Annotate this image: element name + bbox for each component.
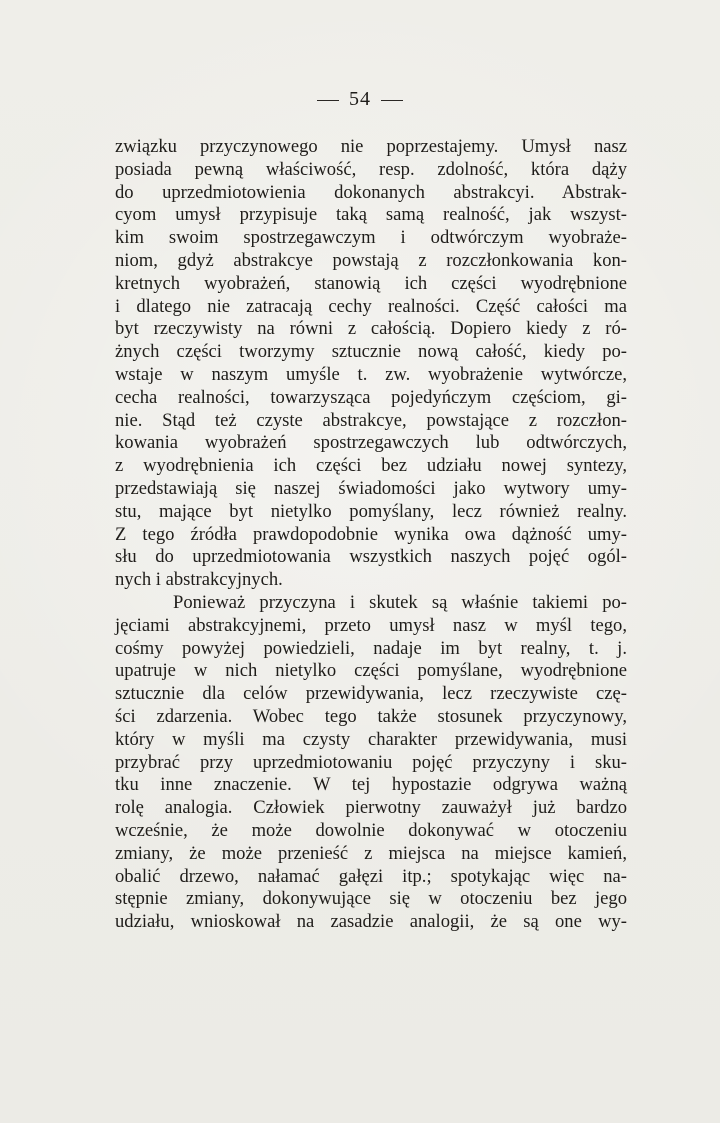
text-line: i dlatego nie zatracają cechy realności. Część całości ma	[115, 295, 627, 317]
text-line: tku inne znaczenie. W tej hypostazie odgrywa ważną	[115, 774, 627, 796]
text-line: kretnych wyobrażeń, stanowią ich części wyodrębnione	[115, 272, 627, 294]
text-line: nie. Stąd też czyste abstrakcye, powstające z rozczłon-	[115, 409, 627, 431]
body-text	[115, 136, 627, 934]
text-line-paragraph-start: Ponieważ przyczyna i skutek są właśnie takiemi po-	[173, 591, 627, 613]
text-line: obalić drzewo, nałamać gałęzi itp.; spotykając więc na-	[115, 865, 627, 887]
text-line: rolę analogia. Człowiek pierwotny zauważył już bardzo	[115, 797, 627, 819]
text-line: udziału, wnioskował na zasadzie analogii, że są one wy-	[115, 911, 627, 933]
text-line: do uprzedmiotowienia dokonanych abstrakcyi. Abstrak-	[115, 181, 627, 203]
header-dash-right	[381, 100, 403, 101]
text-line: który w myśli ma czysty charakter przewidywania, musi	[115, 728, 627, 750]
text-line: byt rzeczywisty na równi z całością. Dopiero kiedy z ró-	[115, 318, 627, 340]
text-line: sztucznie dla celów przewidywania, lecz rzeczywiste czę-	[115, 683, 627, 705]
text-line: jęciami abstrakcyjnemi, przeto umysł nasz w myśl tego,	[115, 614, 627, 636]
header-dash-left	[317, 100, 339, 101]
text-line: upatruje w nich nietylko części pomyślane, wyodrębnione	[115, 660, 627, 682]
text-line: cecha realności, towarzysząca pojedyńczym częściom, gi-	[115, 386, 627, 408]
text-line: słu do uprzedmiotowania wszystkich naszych pojęć ogól-	[115, 546, 627, 568]
page-number: 54	[349, 88, 371, 110]
text-line: przedstawiają się naszej świadomości jako wytwory umy-	[115, 477, 627, 499]
text-line-paragraph-end: nych i abstrakcyjnych.	[115, 569, 283, 591]
page-header	[0, 88, 720, 111]
text-line: przybrać przy uprzedmiotowaniu pojęć przyczyny i sku-	[115, 751, 627, 773]
text-line: Z tego źródła prawdopodobnie wynika owa dążność umy-	[115, 523, 627, 545]
text-line: kowania wyobrażeń spostrzegawczych lub odtwórczych,	[115, 432, 627, 454]
text-line: stępnie zmiany, dokonywujące się w otoczeniu bez jego	[115, 888, 627, 910]
text-line: z wyodrębnienia ich części bez udziału nowej syntezy,	[115, 455, 627, 477]
text-line: kim swoim spostrzegawczym i odtwórczym wyobraże-	[115, 227, 627, 249]
text-line: cyom umysł przypisuje taką samą realność, jak wszyst-	[115, 204, 627, 226]
text-line: zmiany, że może przenieść z miejsca na miejsce kamień,	[115, 842, 627, 864]
text-line: posiada pewną właściwość, resp. zdolność, która dąży	[115, 158, 627, 180]
text-line: wcześnie, że może dowolnie dokonywać w otoczeniu	[115, 819, 627, 841]
text-line: żnych części tworzymy sztucznie nową całość, kiedy po-	[115, 341, 627, 363]
text-line: związku przyczynowego nie poprzestajemy. Umysł nasz	[115, 136, 627, 157]
text-line: niom, gdyż abstrakcye powstają z rozczłonkowania kon-	[115, 249, 627, 271]
text-line: wstaje w naszym umyśle t. zw. wyobrażenie wytwórcze,	[115, 363, 627, 385]
text-line: stu, mające byt nietylko pomyślany, lecz również realny.	[115, 500, 627, 522]
text-line: cośmy powyżej powiedzieli, nadaje im byt realny, t. j.	[115, 637, 627, 659]
text-line: ści zdarzenia. Wobec tego także stosunek przyczynowy,	[115, 705, 627, 727]
